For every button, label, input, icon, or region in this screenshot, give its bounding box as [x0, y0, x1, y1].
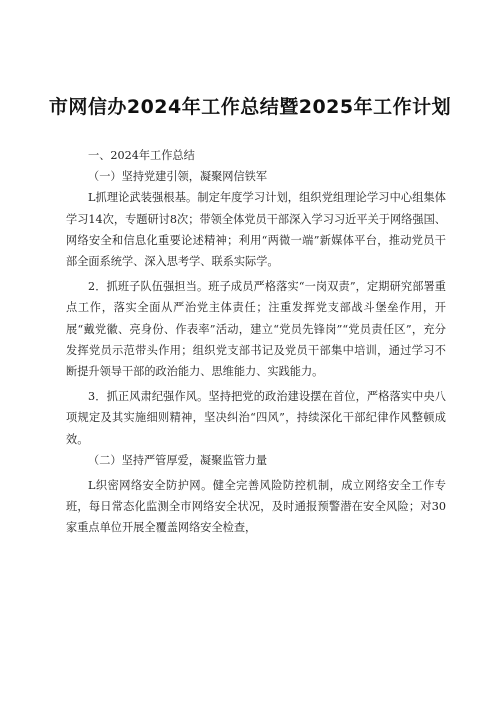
subsection-heading-2: （二）坚持严管厚爱，凝聚监管力量 [88, 453, 268, 467]
paragraph-team-building: 2．抓班子队伍强担当。班子成员严格落实“一岗双责”，定期研究部署重点工作，落实全面从严治党主体责任；注重发挥党支部战斗堡垒作用，开展“戴党徽、亮身份、作表率”活动，建立“党员先锋岗”“党员责任区”，充分发挥党员示范带头作用；组织党支部书记及党员干部集中培训，通过学习不断提升领导干部的政治能力、思维能力、实践能力。 [66, 280, 446, 379]
paragraph-discipline: 3．抓正风肃纪强作风。坚持把党的政治建设摆在首位，严格落实中央八项规定及其实施细则精神，坚决纠治“四风”，持续深化干部纪律作风整顿成效。 [66, 390, 446, 446]
document-title: 市网信办2024年工作总结暨2025年工作计划 [48, 96, 452, 118]
section-heading-1: 一、2024年工作总结 [88, 149, 195, 162]
document-body [66, 137, 446, 539]
paragraph-network-security: L织密网络安全防护网。健全完善风险防控机制，成立网络安全工作专班，每日常态化监测全市网络安全状况，及时通报预警潜在安全风险；对30家重点单位开展全覆盖网络安全检查， [66, 479, 446, 535]
paragraph-theory-study: L抓理论武装强根基。制定年度学习计划，组织党组理论学习中心组集体学习14次，专题研讨8次；带领全体党员干部深入学习习近平关于网络强国、网络安全和信息化重要论述精神；利用“两微一端”新媒体平台，推动党员干部全面系统学、深入思考学、联系实际学。 [66, 191, 446, 269]
subsection-heading-1: （一）坚持党建引领，凝聚网信铁军 [88, 170, 268, 184]
